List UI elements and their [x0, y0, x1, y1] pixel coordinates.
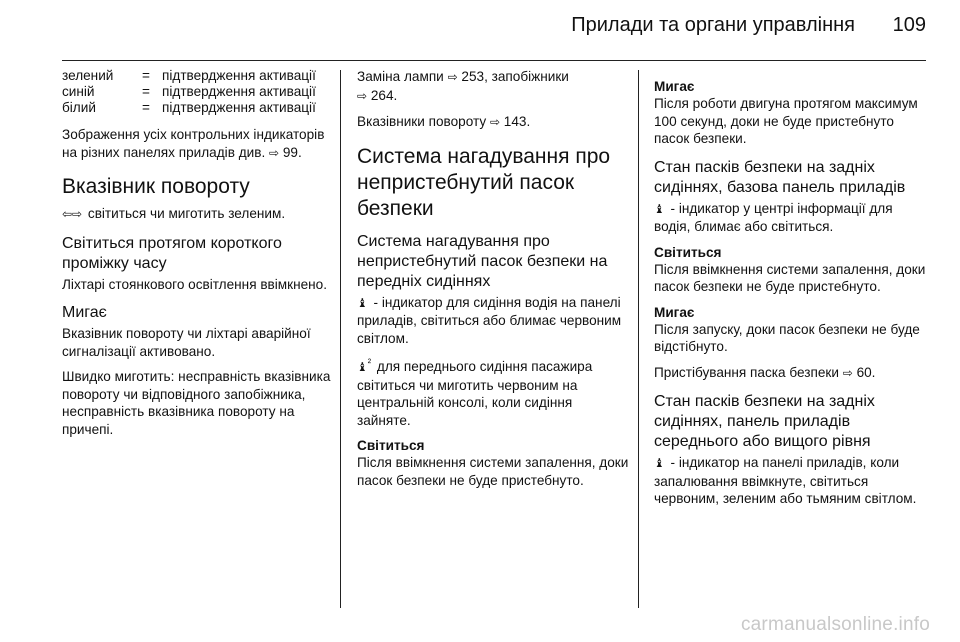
- rear-mid-text: - індикатор на панелі приладів, коли запалювання ввімкнуте, світиться червоним, зеленим або тьмяним світлом.: [654, 455, 917, 506]
- passenger-indicator-paragraph: [357, 355, 629, 429]
- color-meaning: підтвердження активації: [162, 100, 316, 115]
- fuses-ref: 264.: [370, 87, 398, 103]
- lamps-paragraph: [357, 68, 629, 105]
- lit-heading: Світиться: [357, 438, 425, 453]
- color-name: зелений: [62, 68, 114, 83]
- rear-mid-paragraph: [654, 454, 926, 508]
- blink-heading: Мигає: [654, 79, 695, 94]
- watermark: carmanualsonline.info: [740, 614, 930, 635]
- fasten-paragraph: [654, 364, 926, 383]
- blink-text-2: Швидко миготить: несправність вказівника повороту чи відповідного запобіжника, несправність вказівника повороту на причепі.: [62, 369, 331, 437]
- color-equals: =: [142, 84, 150, 99]
- color-name: білий: [62, 100, 96, 115]
- short-lit-text: Ліхтарі стоянкового освітлення ввімкнено.: [62, 276, 327, 292]
- lamps-ref: 253, запобіжники: [461, 69, 569, 84]
- driver-indicator-text: - індикатор для сидіння водія на панелі приладів, світиться або блимає червоним світлом.: [357, 294, 622, 346]
- color-table: [62, 68, 316, 116]
- lit-text: Після ввімкнення системи запалення, доки пасок безпеки не буде пристебнуто.: [654, 261, 926, 294]
- header-title: Прилади та органи управління: [571, 14, 855, 36]
- rear-basic-text: - індикатор у центрі інформації для водія, блимає або світиться.: [654, 200, 893, 234]
- fasten-text: Пристібування паска безпеки: [654, 364, 839, 380]
- color-meaning: підтвердження активації: [162, 84, 316, 99]
- color-meaning: підтвердження активації: [162, 68, 316, 83]
- rear-basic-paragraph: [654, 200, 926, 236]
- turn-signal-icon: ⇦⇨: [62, 207, 83, 221]
- seatbelt-icon: ♝: [654, 201, 665, 216]
- color-name: синій: [62, 84, 95, 99]
- reference-arrow-icon: ⇨: [842, 365, 853, 380]
- turn-signals-paragraph: [357, 113, 629, 132]
- reference-arrow-icon: ⇨: [447, 70, 458, 84]
- passenger-indicator-text: для переднього сидіння пасажира світиться чи миготить червоним на центральній консолі, коли сидіння зайняте.: [357, 359, 593, 428]
- turn-signals-text: Вказівники повороту: [357, 114, 487, 129]
- seatbelt-passenger-icon: ♝$^{^2}$: [357, 358, 372, 374]
- indicators-ref: 99.: [282, 144, 302, 160]
- blink-heading: Мигає: [62, 304, 107, 321]
- seatbelt-system-heading: Система нагадування про непристебнутий пасок безпеки: [357, 144, 611, 220]
- color-equals: =: [142, 68, 150, 83]
- color-row: [62, 68, 316, 84]
- turn-signal-paragraph: [62, 205, 334, 224]
- header-rule: [62, 60, 926, 61]
- column-divider-left: [340, 70, 341, 608]
- seatbelt-icon: ♝: [357, 295, 368, 310]
- blink-text-1: Вказівник повороту чи ліхтарі аварійної сигналізації активовано.: [62, 326, 311, 359]
- color-row: [62, 100, 316, 116]
- column-middle: [357, 68, 629, 497]
- column-right: [654, 68, 926, 516]
- color-row: [62, 84, 316, 100]
- lit-heading: Світиться: [654, 244, 722, 260]
- rear-basic-heading: Стан пасків безпеки на задніх сидіннях, базова панель приладів: [654, 158, 906, 196]
- column-divider-right: [638, 70, 639, 608]
- reference-arrow-icon: ⇨: [269, 145, 280, 160]
- indicators-paragraph: [62, 126, 334, 162]
- seatbelt-icon: ♝: [654, 456, 665, 470]
- driver-indicator-paragraph: [357, 294, 629, 348]
- lamps-text: Заміна лампи: [357, 69, 444, 84]
- short-lit-heading: Світиться протягом короткого проміжку часу: [62, 234, 282, 272]
- indicators-text: Зображення усіх контрольних індикаторів на різних панелях приладів див.: [62, 127, 325, 160]
- fasten-ref: 60.: [856, 364, 876, 380]
- column-left: [62, 68, 334, 446]
- color-equals: =: [142, 100, 150, 115]
- blink-text-2: Після запуску, доки пасок безпеки не буде відстібнуто.: [654, 321, 920, 354]
- front-seats-heading: Система нагадування про непристебнутий пасок безпеки на передніх сидіннях: [357, 232, 608, 290]
- blink-text: Після роботи двигуна протягом максимум 100 секунд, доки не буде пристебнуто пасок безпеки.: [654, 96, 918, 146]
- turn-signal-heading: Вказівник повороту: [62, 175, 250, 198]
- lit-text: Після ввімкнення системи запалення, доки пасок безпеки не буде пристебнуто.: [357, 455, 629, 488]
- reference-arrow-icon: ⇨: [357, 88, 368, 103]
- rear-mid-heading: Стан пасків безпеки на задніх сидіннях, панель приладів середнього або вищого рівня: [654, 393, 875, 450]
- reference-arrow-icon: ⇨: [489, 115, 501, 129]
- turn-signals-ref: 143.: [503, 114, 531, 129]
- blink-heading-2: Мигає: [654, 304, 695, 320]
- page-number: 109: [892, 14, 926, 36]
- turn-signal-text: світиться чи миготить зеленим.: [87, 206, 286, 221]
